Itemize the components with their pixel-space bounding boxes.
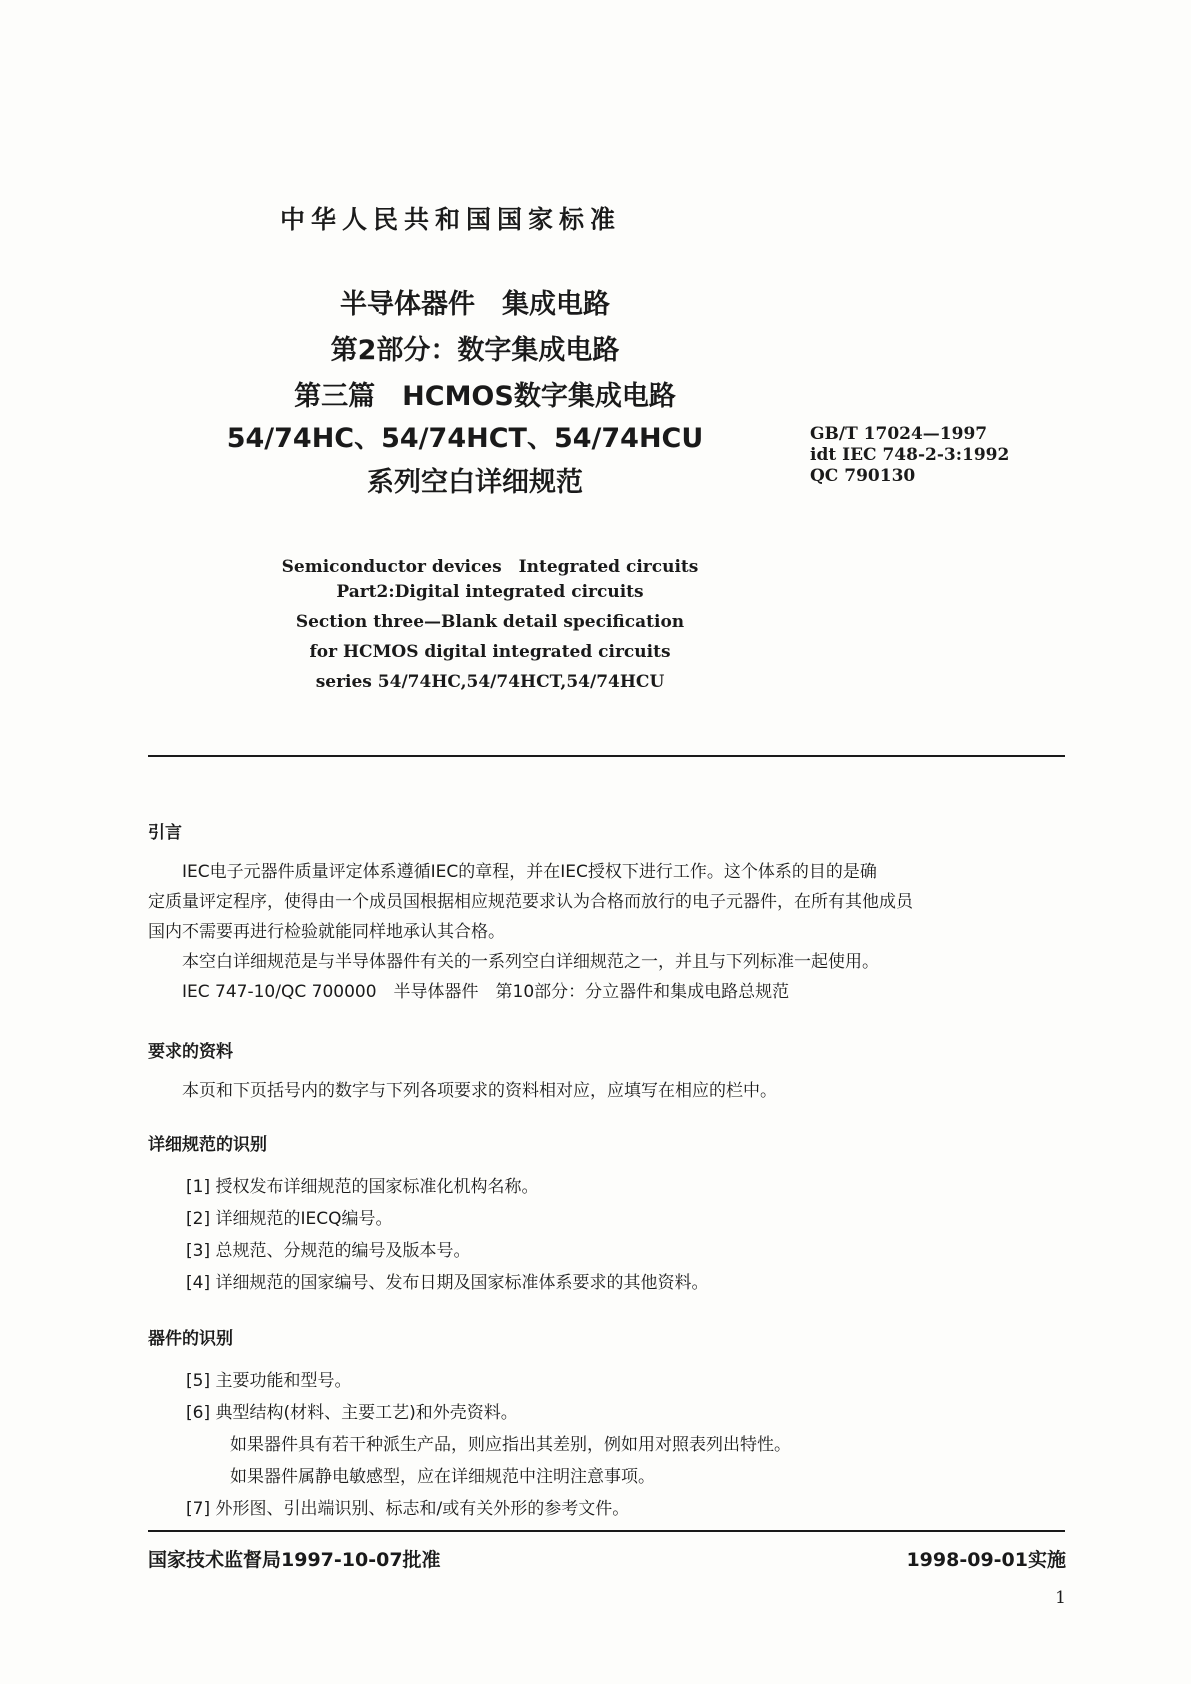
title-cn-line1: 半导体器件 集成电路 <box>340 289 610 320</box>
title-cn-line3: 第三篇 HCMOS数字集成电路 <box>294 381 676 412</box>
spec-item-3: [3] 总规范、分规范的编号及版本号。 <box>186 1241 471 1261</box>
qc-code: QC 790130 <box>810 466 916 486</box>
title-en-line5: series 54/74HC,54/74HCT,54/74HCU <box>315 672 665 692</box>
title-en-line3: Section three—Blank detail specification <box>295 612 685 632</box>
gb-code: GB/T 17024—1997 <box>810 424 988 444</box>
intro-p1-line1: IEC电子元器件质量评定体系遵循IEC的章程，并在IEC授权下进行工作。这个体系的目的是确 <box>182 862 877 882</box>
title-cn-line5: 系列空白详细规范 <box>367 467 583 498</box>
title-en-line1: Semiconductor devices Integrated circuits <box>281 557 699 577</box>
spec-item-2: [2] 详细规范的IECQ编号。 <box>186 1209 393 1229</box>
title-en-line2: Part2:Digital integrated circuits <box>336 582 644 602</box>
effective-date: 1998-09-01实施 <box>906 1549 1066 1571</box>
required-info-heading: 要求的资料 <box>148 1042 233 1062</box>
national-standard-header: 中华人民共和国国家标准 <box>280 205 622 234</box>
spec-item-4: [4] 详细规范的国家编号、发布日期及国家标准体系要求的其他资料。 <box>186 1273 709 1293</box>
title-cn-line2: 第2部分：数字集成电路 <box>330 335 620 366</box>
device-identification-heading: 器件的识别 <box>148 1329 233 1349</box>
approval-date: 国家技术监督局1997-10-07批准 <box>148 1549 441 1571</box>
device-item-6-note2: 如果器件属静电敏感型，应在详细规范中注明注意事项。 <box>230 1467 655 1487</box>
spec-identification-heading: 详细规范的识别 <box>148 1135 267 1155</box>
intro-paragraph <box>148 857 1063 1007</box>
intro-p3: IEC 747-10/QC 700000 半导体器件 第10部分：分立器件和集成电路总规范 <box>182 982 790 1002</box>
intro-p2: 本空白详细规范是与半导体器件有关的一系列空白详细规范之一，并且与下列标准一起使用。 <box>182 952 879 972</box>
device-item-7: [7] 外形图、引出端识别、标志和/或有关外形的参考文件。 <box>186 1499 630 1519</box>
spec-item-1: [1] 授权发布详细规范的国家标准化机构名称。 <box>186 1177 539 1197</box>
device-item-5: [5] 主要功能和型号。 <box>186 1371 352 1391</box>
device-item-6-note1: 如果器件具有若干种派生产品，则应指出其差别，例如用对照表列出特性。 <box>230 1435 791 1455</box>
device-item-6: [6] 典型结构(材料、主要工艺)和外壳资料。 <box>186 1403 518 1423</box>
required-info-text: 本页和下页括号内的数字与下列各项要求的资料相对应，应填写在相应的栏中。 <box>182 1081 777 1101</box>
standard-codes <box>810 424 1009 487</box>
title-en-line4: for HCMOS digital integrated circuits <box>309 642 671 662</box>
intro-heading: 引言 <box>148 823 182 843</box>
intro-p1-line2: 定质量评定程序，使得由一个成员国根据相应规范要求认为合格而放行的电子元器件，在所有其他成员 <box>148 892 913 912</box>
footer-divider <box>148 1530 1065 1532</box>
idt-code: idt IEC 748-2-3:1992 <box>810 445 1010 465</box>
intro-p1-line3: 国内不需要再进行检验就能同样地承认其合格。 <box>148 922 505 942</box>
page-number: 1 <box>1055 1588 1066 1608</box>
title-cn-line4: 54/74HC、54/74HCT、54/74HCU <box>226 423 704 454</box>
header-divider <box>148 755 1065 757</box>
